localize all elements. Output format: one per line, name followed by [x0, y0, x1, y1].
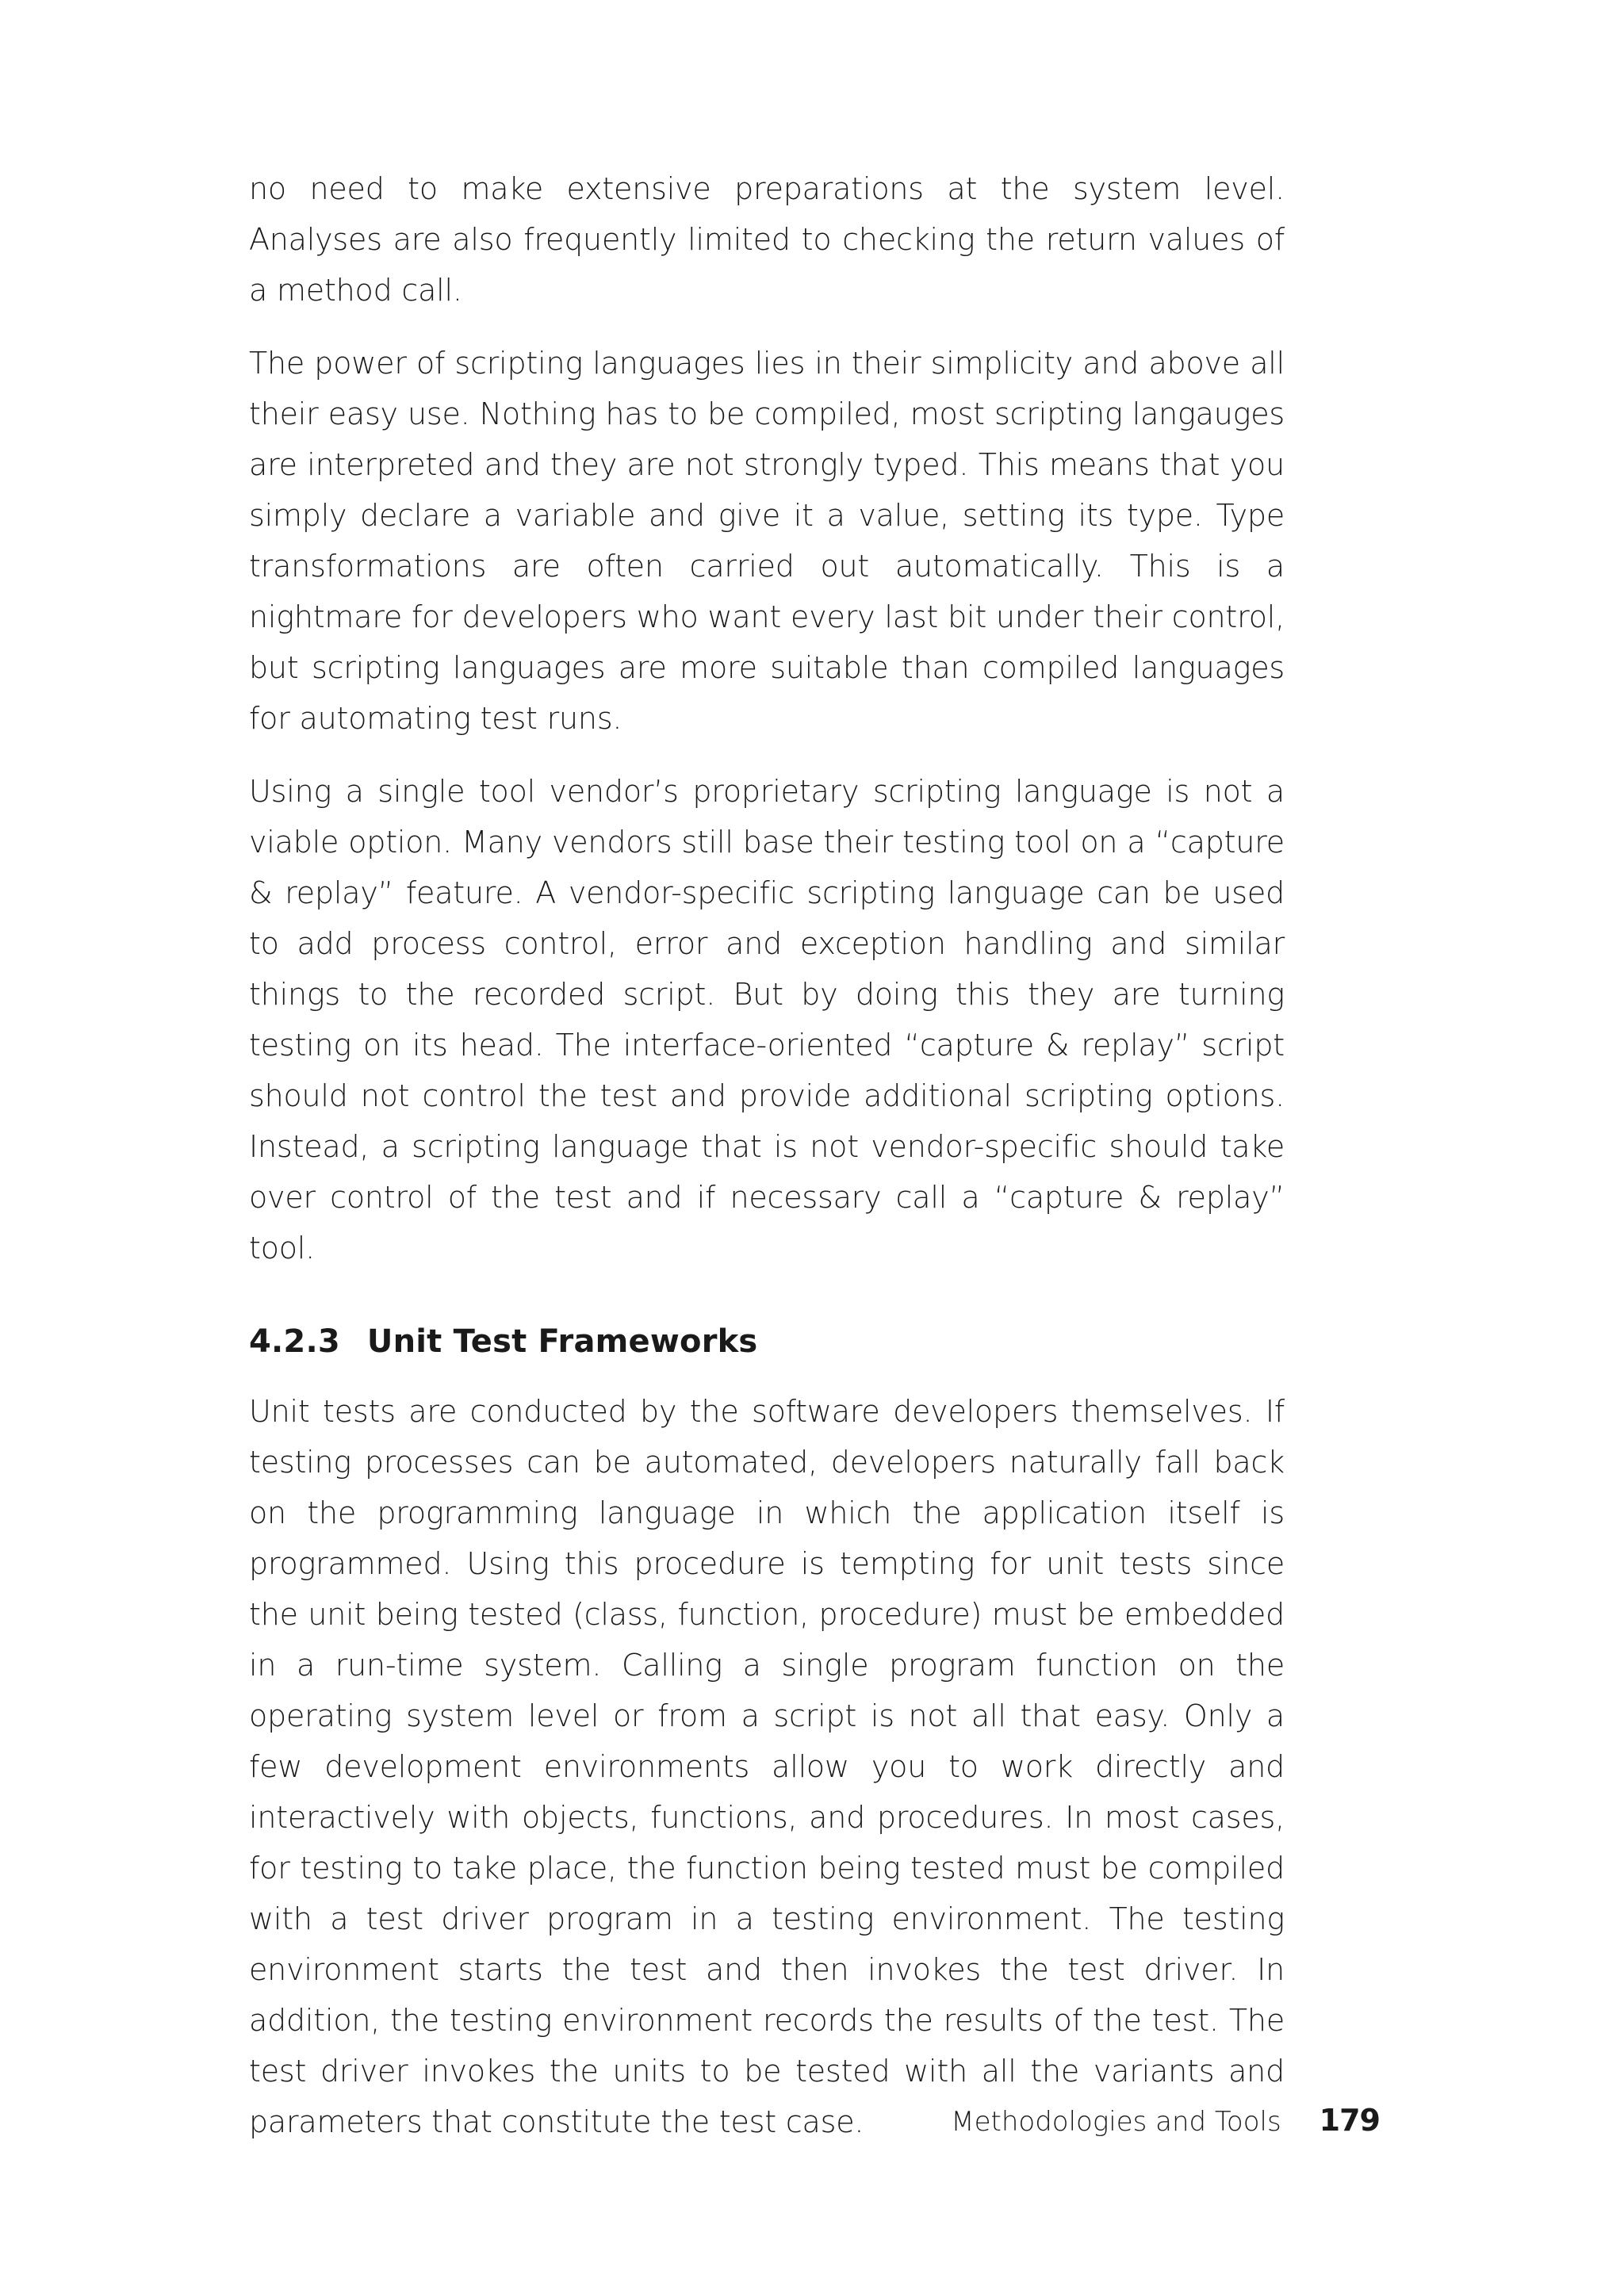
page-footer [936, 2103, 1380, 2150]
section-number: 4.2.3 [249, 1323, 340, 1360]
section-title: Unit Test Frameworks [366, 1323, 758, 1360]
page-body [249, 163, 1285, 2169]
paragraph-1: no need to make extensive preparations at the system level. Analyses are also frequently limited to checking the return values of a method call. [249, 171, 1285, 308]
paragraph-2: The power of scripting languages lies in their simplicity and above all their easy use. Nothing has to be compiled, most scripting langauges are interpreted and they are not strongly typed. This means that you simply declare a variable and give it a value, setting its type. Type transformations are often carried out automatically. This is a nightmare for developers who want every last bit under their control, but scripting languages are more suitable than compiled languages for automating test runs. [249, 346, 1285, 736]
paragraph-4: Unit tests are conducted by the software developers themselves. If testing processes can be automated, developers naturally fall back on the programming language in which the application itself is programmed. Using this procedure is tempting for unit tests since the unit being tested (class, function, procedure) must be embedded in a run-time system. Calling a single program function on the operating system level or from a script is not all that easy. Only a few development environments allow you to work directly and interactively with objects, functions, and procedures. In most cases, for testing to take place, the function being tested must be compiled with a test driver program in a testing environment. The testing environment starts the test and then invokes the test driver. In addition, the testing environment records the results of the test. The test driver invokes the units to be tested with all the variants and parameters that constitute the test case. [249, 1394, 1285, 2139]
section-heading [249, 1319, 1285, 1364]
page-number: 179 [1319, 2103, 1380, 2138]
running-title: Methodologies and Tools [951, 2106, 1281, 2138]
paragraph-3: Using a single tool vendor’s proprietary scripting language is not a viable option. Many vendors still base their testing tool on a “capture & replay” feature. A vendor-specific scripting language can be used to add process control, error and exception handling and similar things to the recorded script. But by doing this they are turning testing on its head. The interface-oriented “capture & replay” script should not control the test and provide additional scripting options. Instead, a scripting language that is not vendor-specific should take over control of the test and if necessary call a “capture & replay” tool. [249, 774, 1285, 1265]
